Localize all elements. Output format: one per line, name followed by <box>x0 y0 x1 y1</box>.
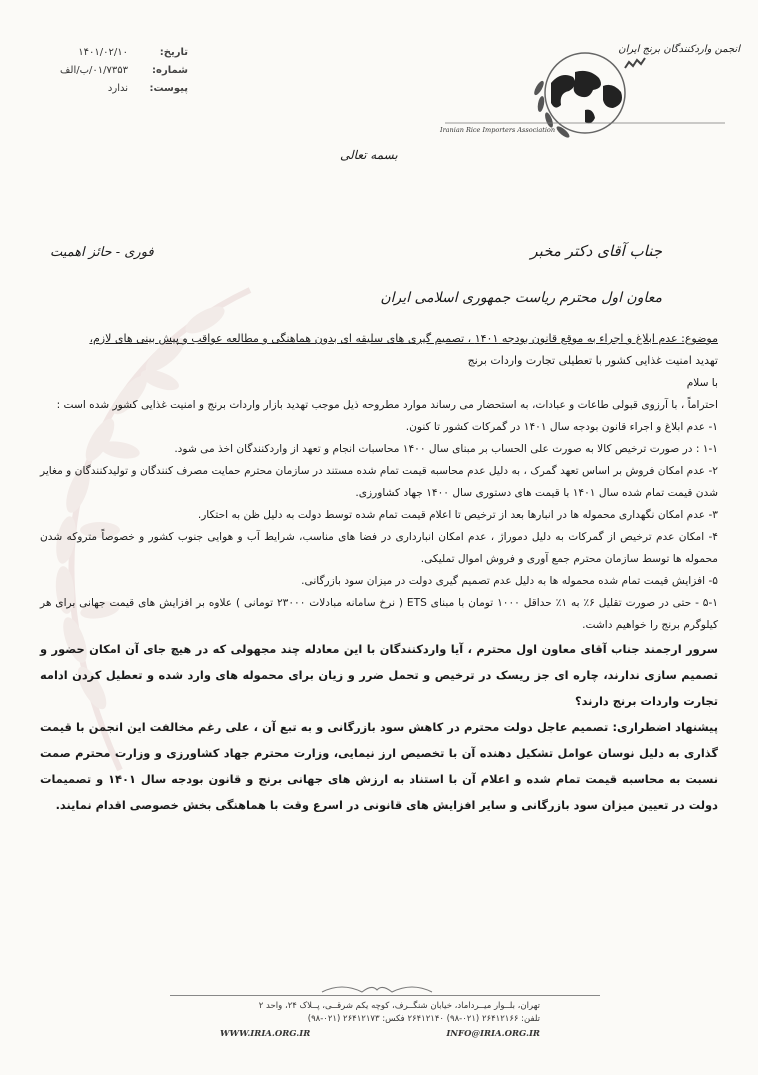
attachment-label: پیوست: <box>149 83 188 94</box>
intro-paragraph: احتراماً ، با آرزوی قبولی طاعات و عبادات، به استحضار می رساند موارد مطروحه ذیل موجب تهدید بازار واردات برنج و امنیت غذایی کشور شده است : <box>56 399 718 411</box>
footer-phones: تلفن: ۲۶۴۱۲۱۶۶ (۰۲۱-۹۸) ۲۶۴۱۲۱۴۰ فکس: ۲۶۴۱۲۱۷۳ (۰۲۱-۹۸) <box>307 1014 540 1024</box>
org-name-en: Iranian Rice Importers Association <box>440 126 556 134</box>
org-name-fa: انجمن واردکنندگان برنج ایران <box>618 44 740 55</box>
footer-address: تهران، بلــوار میــرداماد، خیابان شنگــرف، کوچه یکم شرقــی، پــلاک ۲۴، واحد ۲ <box>258 1001 540 1011</box>
item-5-1: ۵-۱ - حتی در صورت تقلیل ۶٪ به ۱٪ حداقل ۱۰۰۰ تومان با مبنای ETS ( نرخ سامانه مبادلات ۲۳۰۰۰ تومانی ) علاوه بر افزایش های قیمت جهانی برای هر کیلوگرم برنج را خواهیم داشت. <box>40 597 718 631</box>
footer-divider <box>170 995 600 996</box>
date-label: تاریخ: <box>159 47 188 58</box>
subject <box>40 328 718 372</box>
item-1-1: ۱-۱ : در صورت ترخیص کالا به صورت علی الحساب بر مبنای سال ۱۴۰۰ محاسبات انجام و تعهد از واردکنندگان اخذ می شود. <box>174 443 718 455</box>
recipient-name: جناب آقای دکتر مخبر <box>530 242 662 260</box>
footer-email-link[interactable]: INFO@IRIA.ORG.IR <box>446 1029 540 1039</box>
item-5: ۵- افزایش قیمت تمام شده محموله ها به دلیل عدم تصمیم گیری دولت در میزان سود بازرگانی. <box>301 575 718 587</box>
number-value: ۰۱/۷۳۵۳/ب/الف <box>60 65 128 76</box>
proposal-paragraph: پیشنهاد اضطراری: تصمیم عاجل دولت محترم در کاهش سود بازرگانی و به تبع آن ، علی رغم مخالفت این انجمن با قیمت گذاری به دلیل نوسان عوامل تشکیل دهنده آن با تخصیص ارز نیمایی، وزارت محترم جهاد کشاورزی و وزارت محترم صمت نسبت به محاسبه قیمت تمام شده و اعلام آن با استناد به ارزش های جهانی برنج و قانون بودجه سال ۱۴۰۱ و تصمیمات دولت در تعیین میزان سود بازرگانی و سایر افزایش های قانونی در اسرع وقت با هماهنگی بخش خصوصی اقدام نمایند. <box>40 720 718 812</box>
besmellah: بسمه تعالی <box>340 148 398 162</box>
recipient-position: معاون اول محترم ریاست جمهوری اسلامی ایران <box>380 290 662 306</box>
number-label: شماره: <box>152 65 188 76</box>
letter-body <box>40 372 718 818</box>
question-paragraph: سرور ارجمند جناب آقای معاون اول محترم ، آیا واردکنندگان با این معادله چند مجهولی که در هیچ جای آن امکان حضور و تصمیم سازی ندارند، چاره ای جز ریسک در ترخیص و تحمل ضرر و زیان برای محموله های وارد شده و تعطیل کردن ادامه تجارت واردات برنج دارند؟ <box>40 642 718 708</box>
letter-meta <box>28 44 188 98</box>
urgency-note: فوری - حائز اهمیت <box>50 245 154 260</box>
greeting: با سلام <box>686 377 718 389</box>
footer-website-link[interactable]: WWW.IRIA.ORG.IR <box>220 1029 311 1039</box>
item-4: ۴- امکان عدم ترخیص از گمرکات به دلیل دموراژ ، عدم امکان انبارداری در فضا های مناسب، شرایط آب و هوایی جنوب کشور و خصوصاً متروکه شدن محموله ها توسط سازمان محترم جمع آوری و فروش اموال تملیکی. <box>40 531 718 565</box>
attachment-value: ندارد <box>107 83 128 94</box>
item-2: ۲- عدم امکان فروش بر اساس تعهد گمرک ، به دلیل عدم محاسبه قیمت تمام شده مستند در سازمان محترم حمایت مصرف کنندگان و تولیدکنندگان و مغایر شدن قیمت تمام شده سال ۱۴۰۱ با قیمت های دستوری سال ۱۴۰۰ جهاد کشاورزی. <box>40 465 718 499</box>
item-3: ۳- عدم امکان نگهداری محموله ها در انبارها بعد از ترخیص تا اعلام قیمت تمام شده توسط دولت به دلیل ظن به احتکار. <box>197 509 718 521</box>
item-1: ۱- عدم ابلاغ و اجراء قانون بودجه سال ۱۴۰۱ در گمرکات کشور تا کنون. <box>405 421 718 433</box>
footer <box>220 1000 540 1041</box>
subject-line-2: تهدید امنیت غذایی کشور با تعطیلی تجارت واردات برنج <box>467 354 718 367</box>
date-value: ۱۴۰۱/۰۲/۱۰ <box>78 47 128 58</box>
subject-line-1: موضوع: عدم ابلاغ و اجراء به موقع قانون بودجه ۱۴۰۱ ، تصمیم گیری های سلیقه ای بدون هماهنگی و مطالعه عواقب و پیش بینی های لازم، <box>89 332 718 345</box>
